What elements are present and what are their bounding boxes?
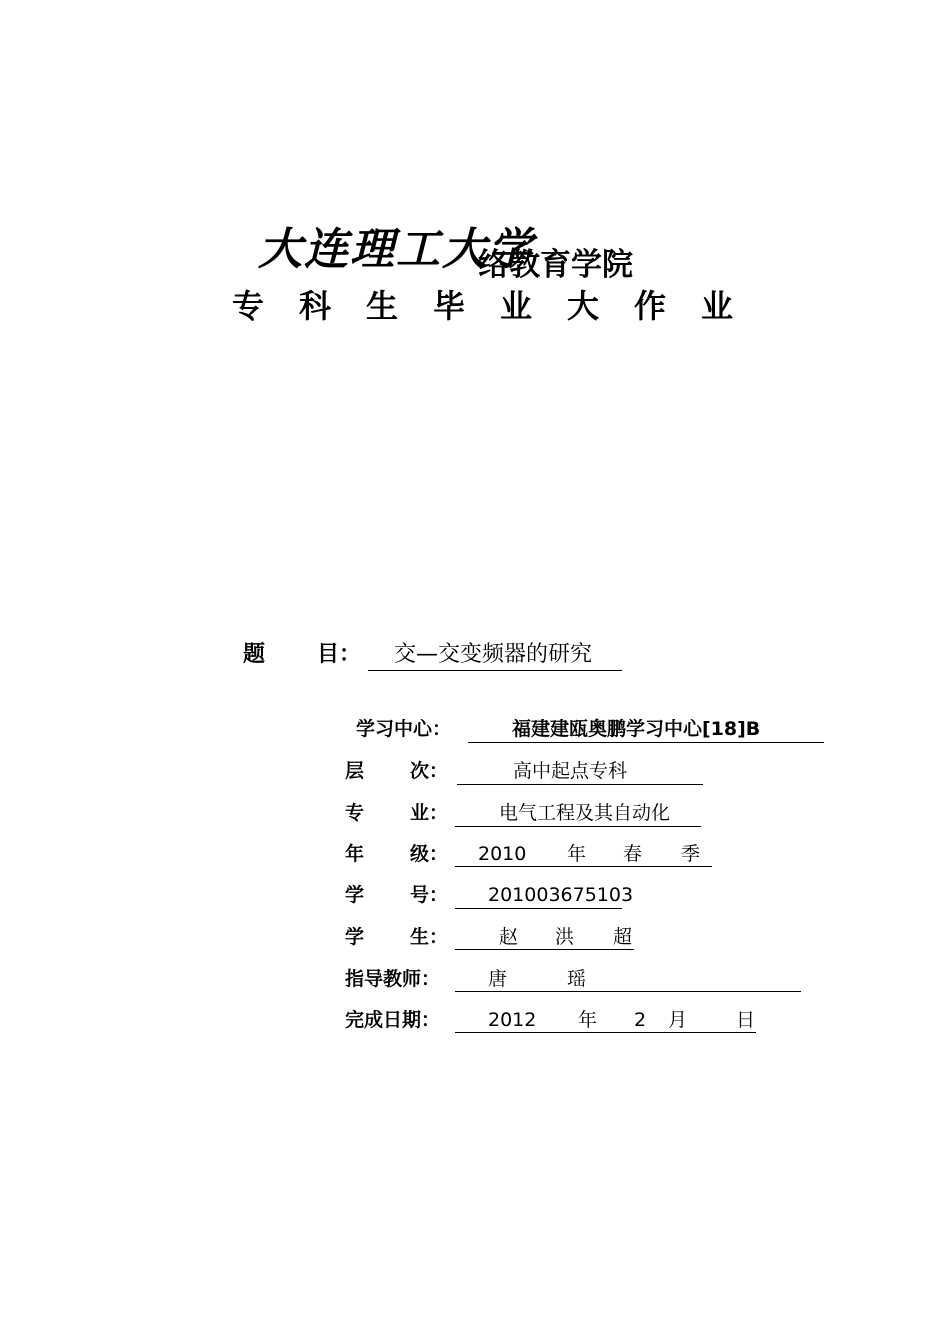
level-value: 高中起点专科 <box>457 758 703 785</box>
level-label-b: 次： <box>410 760 449 782</box>
center-label: 学习中心： <box>356 718 452 740</box>
major-label-a: 专 <box>345 802 365 824</box>
date-year-unit: 年 <box>578 1009 598 1031</box>
grade-season-b: 季 <box>681 843 701 865</box>
school-logo: 大连理工大学 <box>258 224 534 275</box>
student-id-label-a: 学 <box>345 884 365 906</box>
advisor-name-1: 唐 <box>488 968 508 990</box>
student-id-label <box>345 882 448 908</box>
student-name-1: 赵 <box>499 926 519 948</box>
grade-season-a: 春 <box>623 843 643 865</box>
date-year: 2012 <box>488 1009 537 1031</box>
major-value: 电气工程及其自动化 <box>455 800 701 827</box>
document-title: 专科生毕业大作业 <box>232 287 769 325</box>
topic-label-part1: 题 <box>243 642 266 667</box>
date-month: 2 <box>634 1009 647 1031</box>
student-label-a: 学 <box>345 926 365 948</box>
advisor-name-2: 瑶 <box>567 968 587 990</box>
major-label <box>345 800 448 826</box>
date-label: 完成日期： <box>345 1009 441 1031</box>
center-value: 福建建瓯奥鹏学习中心[18]B <box>468 716 824 743</box>
student-name-value <box>455 924 634 950</box>
topic-value: 交—交变频器的研究 <box>368 640 622 671</box>
student-id-label-b: 号： <box>410 884 449 906</box>
topic-label <box>243 640 361 670</box>
student-label-b: 生： <box>410 926 449 948</box>
grade-year: 2010 <box>478 843 527 865</box>
grade-label <box>345 841 448 867</box>
date-day-unit: 日 <box>736 1009 756 1031</box>
school-name-suffix: 络教育学院 <box>478 247 633 283</box>
student-name-3: 超 <box>613 926 633 948</box>
major-label-b: 业： <box>410 802 449 824</box>
date-value <box>455 1007 756 1033</box>
grade-year-unit: 年 <box>567 843 587 865</box>
level-label-a: 层 <box>345 760 365 782</box>
student-id-value: 201003675103 <box>455 882 622 909</box>
advisor-label: 指导教师： <box>345 968 441 990</box>
student-label <box>345 924 448 950</box>
student-name-2: 洪 <box>555 926 575 948</box>
topic-label-part2: 目： <box>317 642 362 667</box>
grade-label-b: 级： <box>410 843 449 865</box>
advisor-value <box>455 966 801 992</box>
level-label <box>345 758 448 784</box>
grade-label-a: 年 <box>345 843 365 865</box>
date-month-unit: 月 <box>668 1009 688 1031</box>
grade-value <box>455 841 712 867</box>
